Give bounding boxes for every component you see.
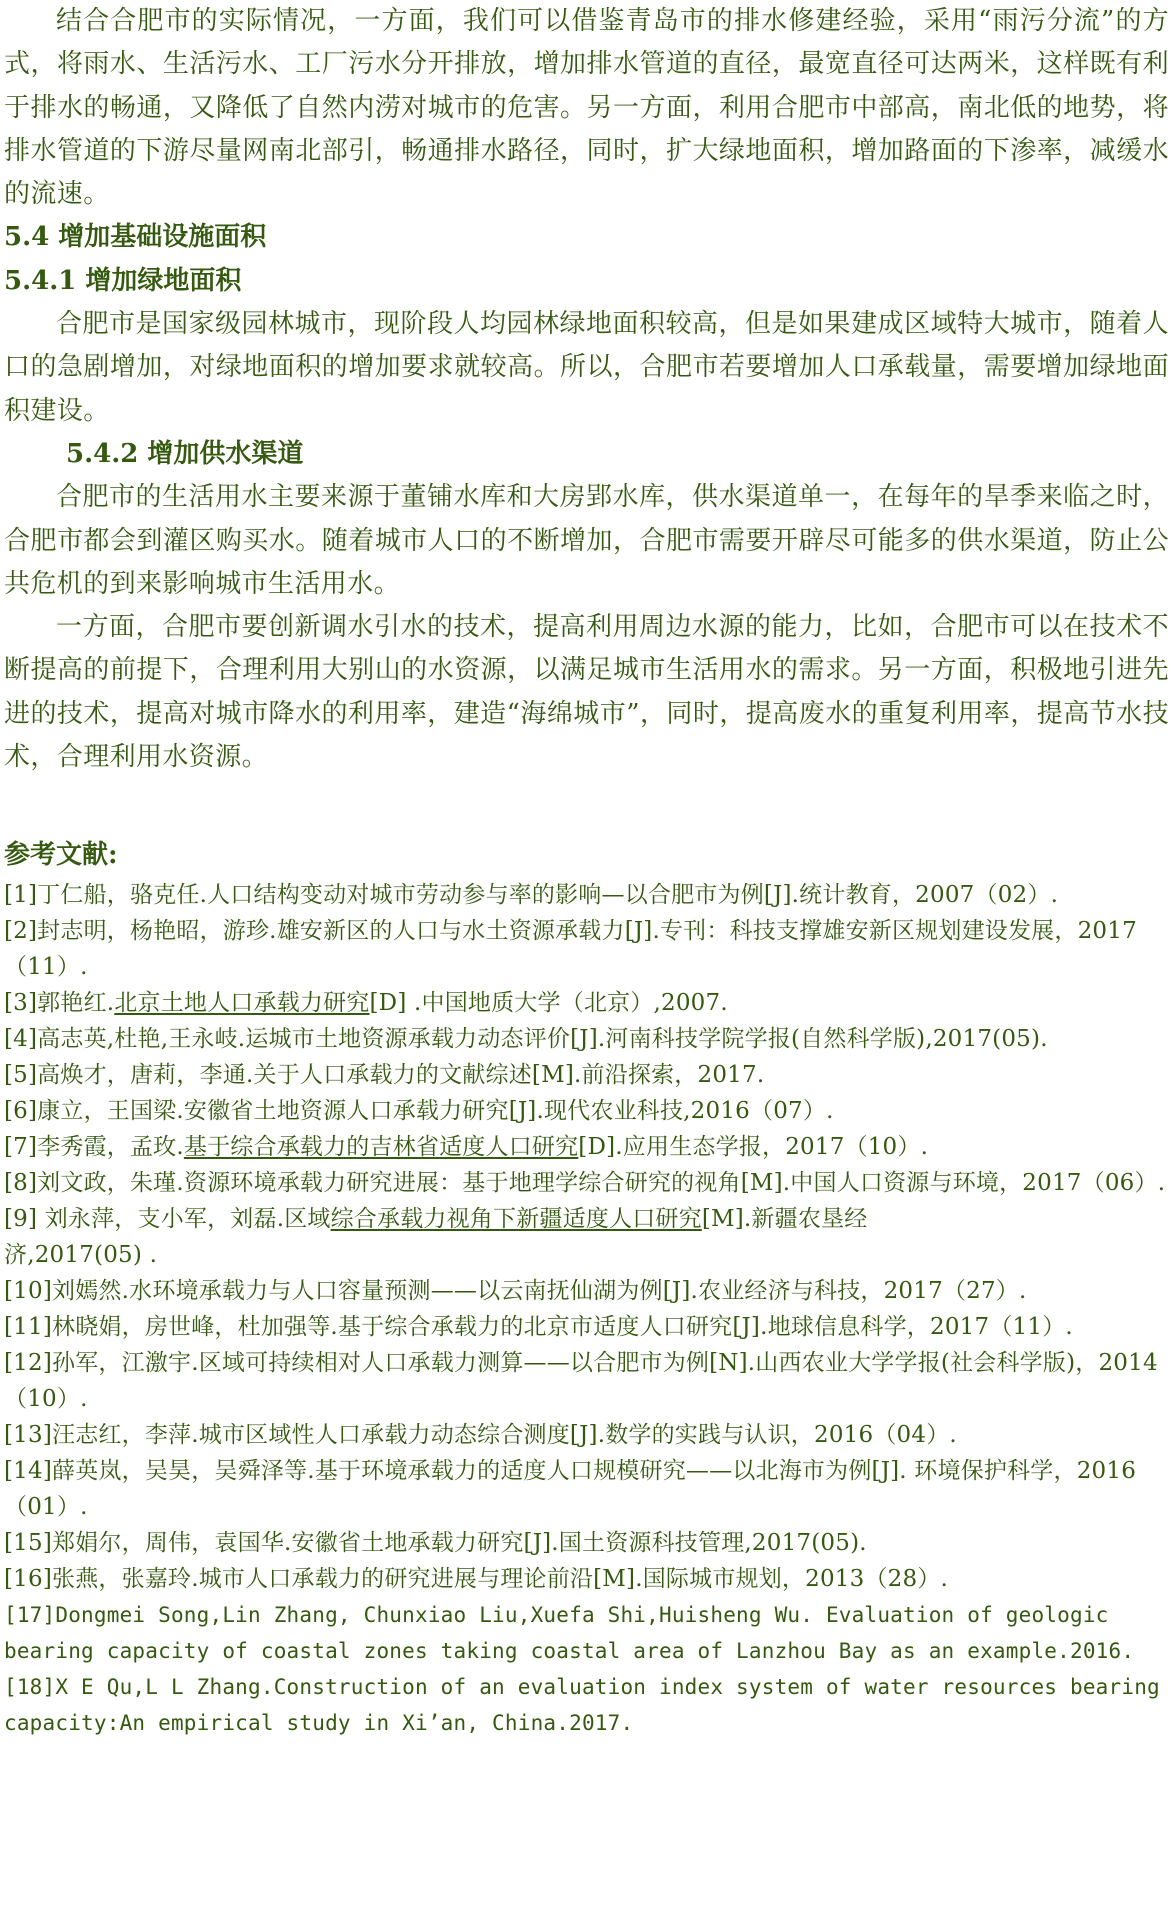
paragraph-water-supply-2: 一方面，合肥市要创新调水引水的技术，提高利用周边水源的能力，比如，合肥市可以在技术不断提高的前提下，合理利用大别山的水资源，以满足城市生活用水的需求。另一方面，积极地引进先进的技术，提高对城市降水的利用率，建造“海绵城市”，同时，提高废水的重复利用率，提高节水技术，合理利用水资源。 [4,612,1169,773]
reference-item: [11]林晓娟，房世峰，杜加强等.基于综合承载力的北京市适度人口研究[J].地球信息科学，2017（11）. [4,1314,1073,1341]
reference-text: [9] 刘永萍，支小军，刘磊.区域 [4,1206,331,1233]
section-heading-5-4-2: 5.4.2 增加供水渠道 [66,438,304,469]
reference-item: [8]刘文政，朱瑾.资源环境承载力研究进展：基于地理学综合研究的视角[M].中国人口资源与环境，2017（06）. [4,1170,1166,1197]
reference-link[interactable]: 基于综合承载力的吉林省适度人口研究 [183,1134,579,1161]
reference-text: [D].应用生态学报，2017（10）. [578,1134,929,1161]
reference-item [4,1201,1169,1273]
paragraph-drainage: 结合合肥市的实际情况，一方面，我们可以借鉴青岛市的排水修建经验，采用“雨污分流”的方式，将雨水、生活污水、工厂污水分开排放，增加排水管道的直径，最宽直径可达两米，这样既有利于排水的畅通，又降低了自然内涝对城市的危害。另一方面，利用合肥市中部高，南北低的地势，将排水管道的下游尽量网南北部引，畅通排水路径，同时，扩大绿地面积，增加路面的下渗率，减缓水的流速。 [4,6,1169,210]
section-heading-5-4: 5.4 增加基础设施面积 [4,222,267,253]
reference-item: [6]康立，王国梁.安徽省土地资源人口承载力研究[J].现代农业科技,2016（07）. [4,1098,834,1125]
reference-link[interactable]: 综合承载力视角下新疆适度人口研究 [330,1206,702,1233]
reference-text: [M].新疆农垦经 [701,1206,868,1233]
reference-item: [1]丁仁船，骆克任.人口结构变动对城市劳动参与率的影响—以合肥市为例[J].统计教育，2007（02）. [4,882,1059,909]
reference-text: [3]郭艳红. [4,990,115,1017]
reference-list [4,877,1169,1741]
reference-item: [4]高志英,杜艳,王永岐.运城市土地资源承载力动态评价[J].河南科技学院学报(自然科学版),2017(05). [4,1026,1048,1053]
references-title: 参考文献: [4,840,118,871]
reference-item: [10]刘嫣然.水环境承载力与人口容量预测——以云南抚仙湖为例[J].农业经济与科技，2017（27）. [4,1278,1027,1305]
reference-item: [2]封志明，杨艳昭，游珍.雄安新区的人口与水土资源承载力[J].专刊：科技支撑雄安新区规划建设发展，2017（11）. [4,918,1137,981]
section-heading-5-4-1: 5.4.1 增加绿地面积 [4,265,242,296]
paragraph-water-supply-1: 合肥市的生活用水主要来源于董铺水库和大房郢水库，供水渠道单一，在每年的旱季来临之时，合肥市都会到灌区购买水。随着城市人口的不断增加，合肥市需要开辟尽可能多的供水渠道，防止公共危机的到来影响城市生活用水。 [4,482,1169,599]
reference-item: [17]Dongmei Song,Lin Zhang, Chunxiao Liu,Xuefa Shi,Huisheng Wu. Evaluation of geologic bearing capacity of coastal zones taking coastal area of Lanzhou Bay as an example.2016. [4,1603,1135,1664]
reference-item: [16]张燕，张嘉玲.城市人口承载力的研究进展与理论前沿[M].国际城市规划，2013（28）. [4,1566,949,1593]
paragraph-green-area: 合肥市是国家级园林城市，现阶段人均园林绿地面积较高，但是如果建成区域特大城市，随着人口的急剧增加，对绿地面积的增加要求就较高。所以，合肥市若要增加人口承载量，需要增加绿地面积建设。 [4,309,1169,426]
reference-item: [13]汪志红，李萍.城市区域性人口承载力动态综合测度[J].数学的实践与认识，2016（04）. [4,1422,957,1449]
reference-item [4,1129,1169,1165]
reference-item [4,985,1169,1021]
reference-item: [15]郑娟尔，周伟，袁国华.安徽省土地承载力研究[J].国土资源科技管理,2017(05). [4,1530,867,1557]
reference-item: [5]高焕才，唐莉，李通.关于人口承载力的文献综述[M].前沿探索，2017. [4,1062,765,1089]
reference-link[interactable]: 北京土地人口承载力研究 [114,990,370,1017]
reference-text: [D] .中国地质大学（北京）,2007. [369,990,728,1017]
reference-text: [7]李秀霞，孟玫. [4,1134,184,1161]
reference-item: [18]X E Qu,L L Zhang.Construction of an evaluation index system of water resources bearing capacity:An empirical study in Xi’an, China.2017. [4,1675,1160,1736]
reference-item: [14]薛英岚，吴昊，吴舜泽等.基于环境承载力的适度人口规模研究——以北海市为例[J]. 环境保护科学，2016（01）. [4,1458,1137,1521]
reference-item: [12]孙军，江激宇.区域可持续相对人口承载力测算——以合肥市为例[N].山西农业大学学报(社会科学版)，2014（10）. [4,1350,1158,1413]
reference-text: 济,2017(05) . [4,1242,158,1269]
